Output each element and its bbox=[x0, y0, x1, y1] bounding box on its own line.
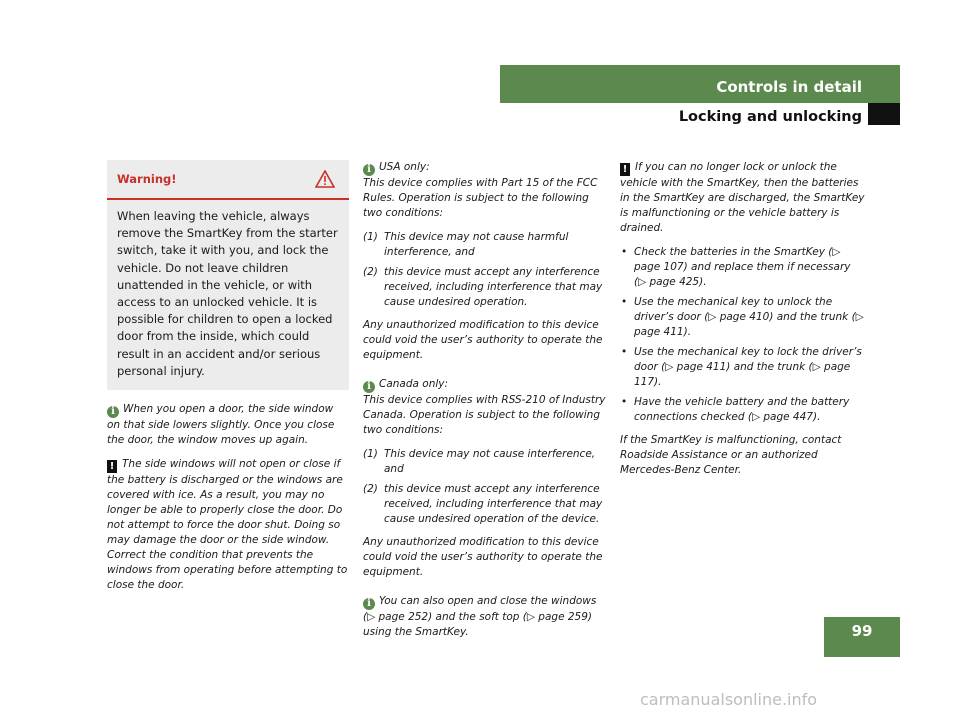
warning-box bbox=[107, 160, 349, 390]
caution-note bbox=[620, 160, 865, 236]
warning-text: When leaving the vehicle, always remove the SmartKey from the starter switch, take it with you, and lock the vehicle. Do not leave children unattended in the vehicle, or with access to an unlocked vehicle. It is possible for children to open a locked door from the inside, which could result in an accident and/or serious personal injury. bbox=[117, 209, 338, 378]
footer-text: If the SmartKey is malfunctioning, contact Roadside Assistance or an authorized Mercedes-Benz Center. bbox=[620, 434, 842, 476]
info-icon: i bbox=[363, 381, 375, 393]
header-bar bbox=[500, 65, 900, 103]
usa-intro: This device complies with Part 15 of the FCC Rules. Operation is subject to the following two conditions: bbox=[363, 177, 598, 219]
canada-footer: Any unauthorized modification to this device could void the user’s authority to operate the equipment. bbox=[363, 536, 603, 578]
list-item: • Use the mechanical key to lock the driver’s door (▷ page 411) and the trunk (▷ page 117). bbox=[621, 346, 862, 388]
list-item: (1) This device may not cause harmful interference, and bbox=[363, 231, 569, 258]
column-right bbox=[620, 160, 865, 487]
list-item: • Use the mechanical key to unlock the driver’s door (▷ page 410) and the trunk (▷ page 411). bbox=[621, 296, 864, 338]
caution-text: The side windows will not open or close if the battery is discharged or the windows are covered with ice. As a result, you may no longer be able to properly close the door. Do not attempt to force the door shut. Doing so may damage the door or the side window. Correct the condition that prevents the windows from operating before attempting to close the door. bbox=[107, 458, 348, 592]
info-text: When you open a door, the side window on that side lowers slightly. Once you close the door, the window moves up again. bbox=[107, 403, 335, 447]
windows-text: You can also open and close the windows (▷ page 252) and the soft top (▷ page 259) using the SmartKey. bbox=[363, 595, 597, 638]
column-middle bbox=[363, 160, 608, 649]
canada-conditions bbox=[363, 447, 608, 527]
list-item: • Check the batteries in the SmartKey (▷ page 107) and replace them if necessary (▷ page 425). bbox=[621, 246, 851, 288]
page-number: 99 bbox=[824, 617, 900, 657]
usa-conditions bbox=[363, 230, 608, 310]
usa-title: USA only: bbox=[379, 161, 430, 173]
warning-header bbox=[107, 160, 349, 200]
caution-note bbox=[107, 457, 349, 593]
canada-block bbox=[363, 377, 608, 580]
info-note bbox=[107, 402, 349, 448]
page-subtitle: Locking and unlocking bbox=[678, 109, 862, 125]
caution-text: If you can no longer lock or unlock the vehicle with the SmartKey, then the batteries in the SmartKey are discharged, the SmartKey is malfunctioning or the vehicle battery is drained. bbox=[620, 161, 865, 234]
watermark: carmanualsonline.info bbox=[640, 690, 818, 709]
usa-block bbox=[363, 160, 608, 363]
windows-note bbox=[363, 594, 608, 640]
canada-intro: This device complies with RSS-210 of Industry Canada. Operation is subject to the following two conditions: bbox=[363, 394, 606, 436]
warning-triangle-icon bbox=[315, 170, 335, 188]
section-title: Controls in detail bbox=[716, 78, 862, 96]
section-tab-marker bbox=[868, 103, 900, 125]
warning-title: Warning! bbox=[117, 172, 177, 186]
list-item: (2) this device must accept any interference received, including interference that may cause undesired operation of the device. bbox=[363, 483, 603, 525]
info-icon: i bbox=[107, 406, 119, 418]
usa-footer: Any unauthorized modification to this device could void the user’s authority to operate the equipment. bbox=[363, 319, 603, 361]
info-icon: i bbox=[363, 164, 375, 176]
exclamation-icon: ! bbox=[107, 460, 117, 473]
info-icon: i bbox=[363, 598, 375, 610]
exclamation-icon: ! bbox=[620, 163, 630, 176]
list-item: • Have the vehicle battery and the battery connections checked (▷ page 447). bbox=[621, 396, 850, 423]
canada-title: Canada only: bbox=[379, 378, 449, 390]
column-left bbox=[107, 160, 349, 602]
action-list bbox=[620, 245, 865, 425]
list-item: (2) this device must accept any interference received, including interference that may cause undesired operation. bbox=[363, 266, 603, 308]
list-item: (1) This device may not cause interference, and bbox=[363, 448, 596, 475]
